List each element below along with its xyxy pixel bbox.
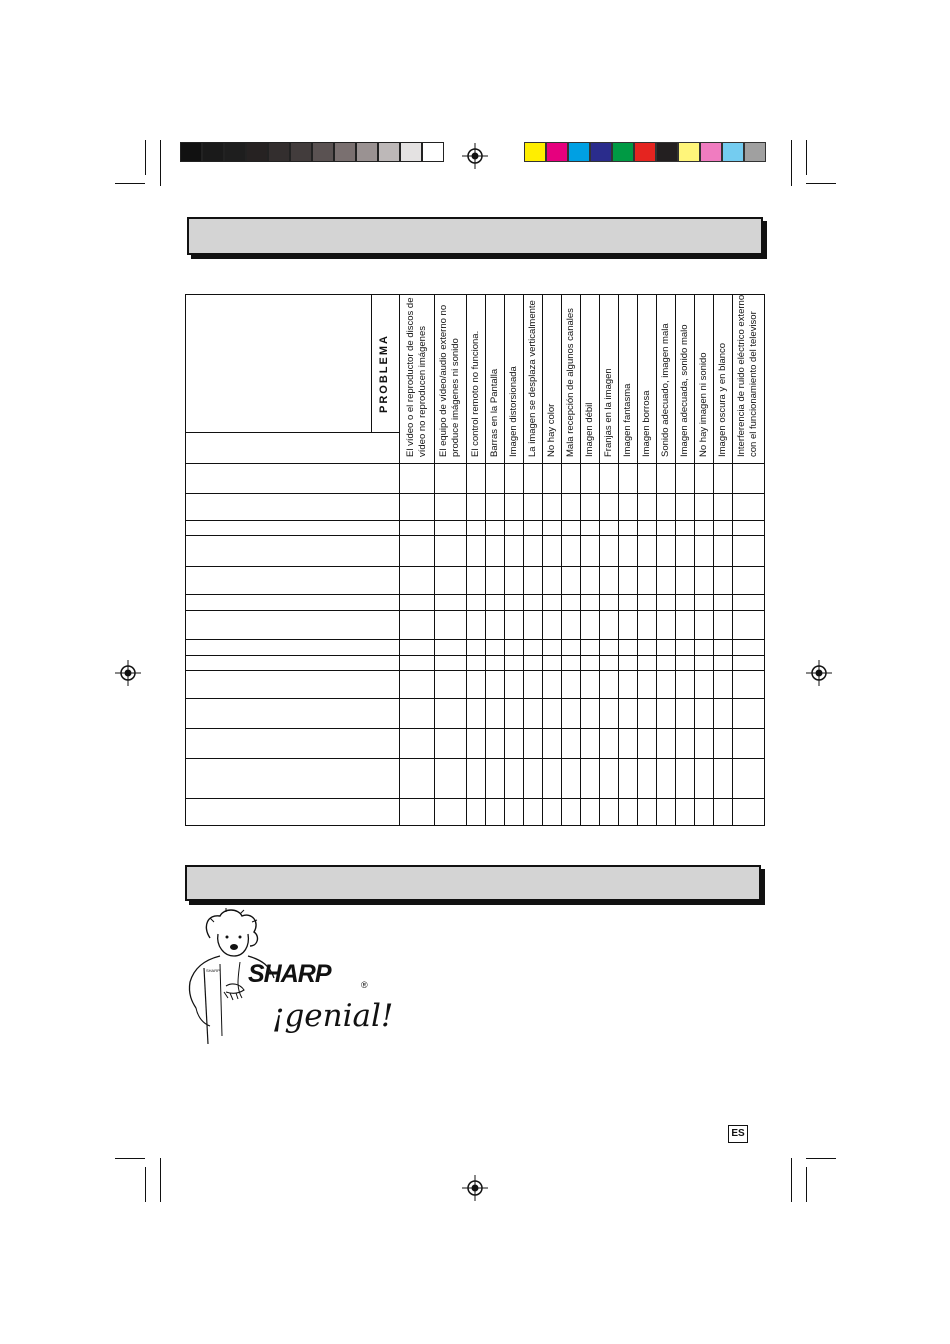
- crop-mark-tl-h: [115, 183, 145, 184]
- table-column-line: [599, 295, 600, 825]
- problem-column-header: [438, 305, 462, 457]
- table-column-line: [732, 295, 733, 825]
- column-header-line: No hay imagen ni sonido: [697, 352, 709, 457]
- color-swatch: [678, 142, 700, 162]
- column-header-line: El equipo de vídeo/audio externo no: [438, 304, 449, 457]
- table-column-line: [485, 295, 486, 825]
- problem-column-header: [717, 343, 729, 457]
- column-header-line: El vídeo o el reproductor de discos de: [404, 297, 416, 457]
- table-column-line: [694, 295, 695, 825]
- header-bottom-line: [186, 463, 764, 464]
- table-row-line: [186, 758, 764, 759]
- table-row-line: [186, 594, 764, 595]
- crop-mark-tl-v: [145, 140, 146, 175]
- column-header-line: Sonido adecuado, imagen mala: [659, 323, 671, 457]
- table-column-line: [580, 295, 581, 825]
- table-row-line: [186, 798, 764, 799]
- sharp-tagline-text: ¡genial!: [272, 998, 394, 1034]
- table-row-line: [186, 566, 764, 567]
- column-header-line: con el funcionamiento del televisor: [748, 311, 759, 457]
- problem-column-header: [736, 295, 760, 457]
- crop-mark-tr-v2: [791, 140, 792, 186]
- top-title-box: [187, 217, 763, 255]
- registration-mark-icon: [462, 143, 488, 169]
- color-swatch: [312, 142, 334, 162]
- problem-column-header: [508, 366, 520, 457]
- svg-text:SHARP: SHARP: [206, 968, 220, 973]
- table-column-line: [434, 295, 435, 825]
- table-row-line: [186, 728, 764, 729]
- column-header-line: Mala recepción de algunos canales: [564, 308, 576, 457]
- problem-column-header: [527, 300, 539, 457]
- registration-mark-icon: [115, 660, 141, 686]
- bottom-title-box: [185, 865, 761, 901]
- crop-mark-tr-v: [806, 140, 807, 175]
- problem-column-header: [679, 324, 691, 457]
- column-header-line: Imagen borrosa: [640, 390, 652, 457]
- column-header-line: Imagen oscura y en blanco: [716, 342, 728, 457]
- problem-column-header: [603, 368, 615, 457]
- color-swatch: [180, 142, 202, 162]
- color-swatch: [422, 142, 444, 162]
- problem-column-header: [698, 352, 710, 457]
- process-color-bar: [524, 142, 766, 162]
- problem-header-label: PROBLEMA: [378, 334, 390, 413]
- table-column-line: [542, 295, 543, 825]
- sharp-mascot-illustration: [180, 908, 394, 1048]
- column-header-line: Imagen distorsionada: [507, 366, 519, 457]
- color-swatch: [700, 142, 722, 162]
- table-column-line: [523, 295, 524, 825]
- problem-column-header: [622, 384, 634, 457]
- crop-mark-tl-v2: [160, 140, 161, 186]
- table-row-line: [186, 639, 764, 640]
- color-swatch: [378, 142, 400, 162]
- table-column-line: [504, 295, 505, 825]
- table-column-line: [637, 295, 638, 825]
- problem-column-header: [565, 308, 577, 457]
- crop-mark-tr-h: [806, 183, 836, 184]
- table-row-line: [186, 670, 764, 671]
- color-swatch: [656, 142, 678, 162]
- color-swatch: [268, 142, 290, 162]
- table-row-line: [186, 520, 764, 521]
- color-swatch: [356, 142, 378, 162]
- grayscale-bar: [180, 142, 444, 162]
- table-column-line: [466, 295, 467, 825]
- language-badge: ES: [728, 1125, 748, 1143]
- column-header-line: Franjas en la imagen: [602, 368, 614, 457]
- crop-mark-br-v2: [791, 1158, 792, 1202]
- column-header-line: No hay color: [545, 403, 557, 457]
- column-header-line: Interferencia de ruido eléctrico externo: [736, 294, 747, 457]
- table-column-line: [713, 295, 714, 825]
- table-row-line: [186, 655, 764, 656]
- troubleshooting-table: [185, 294, 765, 826]
- color-swatch: [612, 142, 634, 162]
- color-swatch: [246, 142, 268, 162]
- problem-column-header: [641, 390, 653, 457]
- color-swatch: [224, 142, 246, 162]
- problem-column-header: [584, 403, 596, 457]
- color-swatch: [202, 142, 224, 162]
- column-header-line: Imagen débil: [583, 402, 595, 457]
- problem-column-header: [546, 404, 558, 457]
- color-swatch: [524, 142, 546, 162]
- table-column-line: [561, 295, 562, 825]
- problem-column-header: [489, 369, 501, 457]
- sharp-brand-text: SHARP: [248, 960, 331, 988]
- crop-mark-bl-h: [115, 1158, 145, 1159]
- crop-mark-br-h: [806, 1158, 836, 1159]
- registered-mark-text: ®: [361, 980, 368, 990]
- color-swatch: [400, 142, 422, 162]
- crop-mark-bl-v: [145, 1167, 146, 1202]
- column-header-line: produce imágenes ni sonido: [450, 338, 461, 457]
- table-row-line: [186, 610, 764, 611]
- problem-column-header: [470, 331, 482, 457]
- registration-mark-icon: [806, 660, 832, 686]
- color-swatch: [334, 142, 356, 162]
- color-swatch: [590, 142, 612, 162]
- header-divider-line: [186, 432, 399, 433]
- registration-mark-icon: [462, 1175, 488, 1201]
- column-header-line: Barras en la Pantalla: [488, 368, 500, 457]
- color-swatch: [568, 142, 590, 162]
- color-swatch: [634, 142, 656, 162]
- table-column-line: [618, 295, 619, 825]
- table-column-line: [675, 295, 676, 825]
- color-swatch: [744, 142, 766, 162]
- color-swatch: [546, 142, 568, 162]
- problem-column-header: [405, 298, 429, 457]
- color-swatch: [290, 142, 312, 162]
- column-header-line: Imagen fantasma: [621, 383, 633, 457]
- column-header-line: La imagen se desplaza verticalmente: [526, 300, 538, 457]
- problem-label-divider: [371, 295, 372, 432]
- table-row-line: [186, 535, 764, 536]
- column-header-line: El control remoto no funciona.: [469, 330, 481, 457]
- crop-mark-bl-v2: [160, 1158, 161, 1202]
- table-row-line: [186, 493, 764, 494]
- color-swatch: [722, 142, 744, 162]
- table-column-line: [399, 295, 400, 825]
- problem-column-header: [660, 323, 672, 457]
- table-column-line: [656, 295, 657, 825]
- column-header-line: Imagen adecuada, sonido malo: [678, 324, 690, 457]
- crop-mark-br-v: [806, 1167, 807, 1202]
- column-header-line: vídeo no reproducen imágenes: [416, 326, 428, 457]
- table-row-line: [186, 698, 764, 699]
